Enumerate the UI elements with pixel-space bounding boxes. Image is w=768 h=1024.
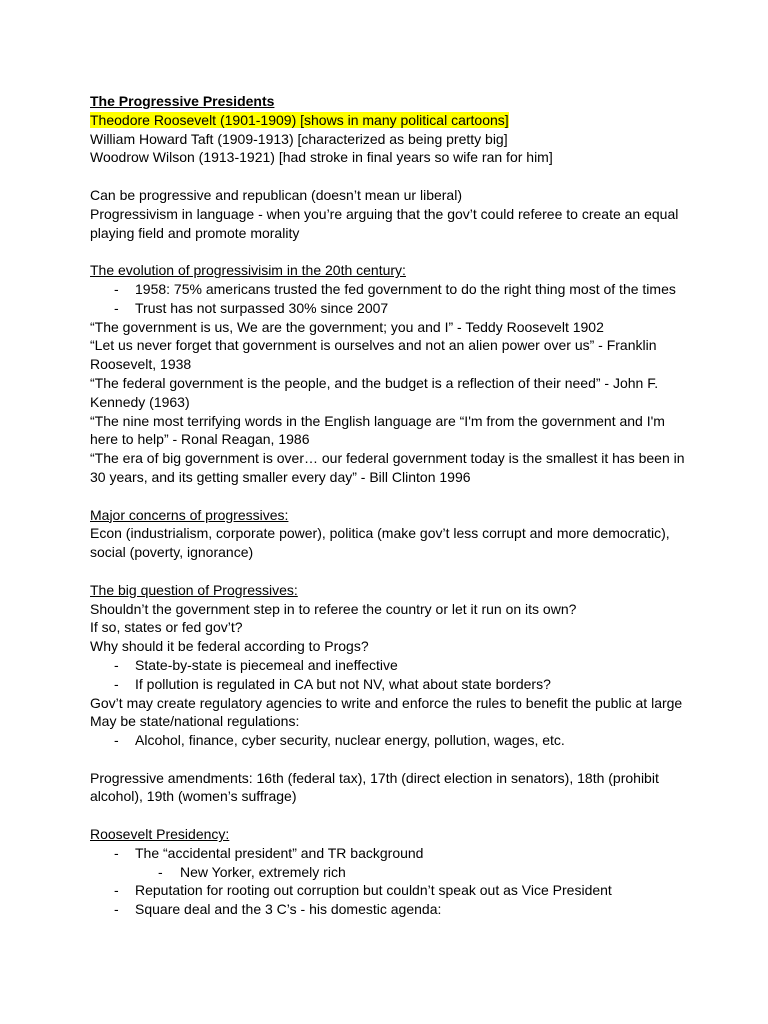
intro-line: Progressivism in language - when you’re arguing that the gov’t could referee to create an equal [90,205,679,222]
bullet-item [90,900,690,919]
quote-line: “The era of big government is over… our federal government today is the smallest it has been in [90,450,685,467]
body-line: May be state/national regulations: [90,713,300,730]
bullet-text: If pollution is regulated in CA but not NV, what about state borders? [135,675,551,692]
section-heading-concerns: Major concerns of progressives: [90,506,289,523]
bullet-item [90,299,690,318]
body-line: Shouldn’t the government step in to referee the country or let it run on its own? [90,600,577,617]
bullet-text: The “accidental president” and TR background [135,844,424,861]
document-page [90,92,690,919]
section-heading-question: The big question of Progressives: [90,581,298,598]
body-line: Why should it be federal according to Progs? [90,638,369,655]
bullet-item [90,675,690,694]
president-line-teddy [90,111,690,130]
bullet-dash: - [114,732,119,749]
bullet-text: New Yorker, extremely rich [180,863,346,880]
quote-line: 30 years, and its getting smaller every day” - Bill Clinton 1996 [90,468,471,485]
quote-line: “The government is us, We are the government; you and I” - Teddy Roosevelt 1902 [90,318,604,335]
sub-bullet-item [90,863,690,882]
bullet-dash: - [114,656,119,673]
quote-line: Roosevelt, 1938 [90,356,192,373]
bullet-text: State-by-state is piecemeal and ineffective [135,656,398,673]
bullet-item [90,280,690,299]
intro-line: Can be progressive and republican (doesn’t mean ur liberal) [90,186,462,203]
quote-line: here to help” - Ronal Reagan, 1986 [90,431,310,448]
body-line: Progressive amendments: 16th (federal tax), 17th (direct election in senators), 18th (prohibit [90,769,659,786]
bullet-dash: - [158,863,163,880]
spacer [90,242,690,261]
quote-line: “The federal government is the people, and the budget is a reflection of their need” - John F. [90,374,659,391]
bullet-dash: - [114,901,119,918]
bullet-dash: - [114,882,119,899]
quote-line: “Let us never forget that government is ourselves and not an alien power over us” - Franklin [90,337,657,354]
quote-line: Kennedy (1963) [90,393,190,410]
president-line-wilson: Woodrow Wilson (1913-1921) [had stroke in final years so wife ran for him] [90,149,553,166]
bullet-dash: - [114,280,119,297]
spacer [90,167,690,186]
spacer [90,750,690,769]
doc-title: The Progressive Presidents [90,93,275,109]
body-line: social (poverty, ignorance) [90,544,254,561]
spacer [90,487,690,506]
bullet-text: Alcohol, finance, cyber security, nuclear energy, pollution, wages, etc. [135,732,565,749]
bullet-item [90,881,690,900]
bullet-text: Reputation for rooting out corruption but couldn’t speak out as Vice President [135,882,612,899]
bullet-item [90,844,690,863]
body-line: If so, states or fed gov’t? [90,619,243,636]
bullet-item [90,731,690,750]
bullet-text: 1958: 75% americans trusted the fed government to do the right thing most of the times [135,280,676,297]
highlighted-text: Theodore Roosevelt (1901-1909) [shows in many political cartoons] [90,111,509,128]
section-heading-roosevelt: Roosevelt Presidency: [90,826,230,843]
bullet-dash: - [114,844,119,861]
body-line: Econ (industrialism, corporate power), politica (make gov’t less corrupt and more democratic), [90,525,670,542]
bullet-dash: - [114,675,119,692]
section-heading-evolution: The evolution of progressivisim in the 20th century: [90,262,406,279]
body-line: alcohol), 19th (women’s suffrage) [90,788,297,805]
bullet-dash: - [114,299,119,316]
president-line-taft: William Howard Taft (1909-1913) [characterized as being pretty big] [90,130,508,147]
bullet-text: Trust has not surpassed 30% since 2007 [135,299,389,316]
bullet-item [90,656,690,675]
body-line: Gov’t may create regulatory agencies to write and enforce the rules to benefit the public at large [90,694,683,711]
quote-line: “The nine most terrifying words in the English language are “I'm from the government and I'm [90,412,665,429]
spacer [90,806,690,825]
spacer [90,562,690,581]
intro-line: playing field and promote morality [90,224,300,241]
bullet-text: Square deal and the 3 C’s - his domestic agenda: [135,901,442,918]
